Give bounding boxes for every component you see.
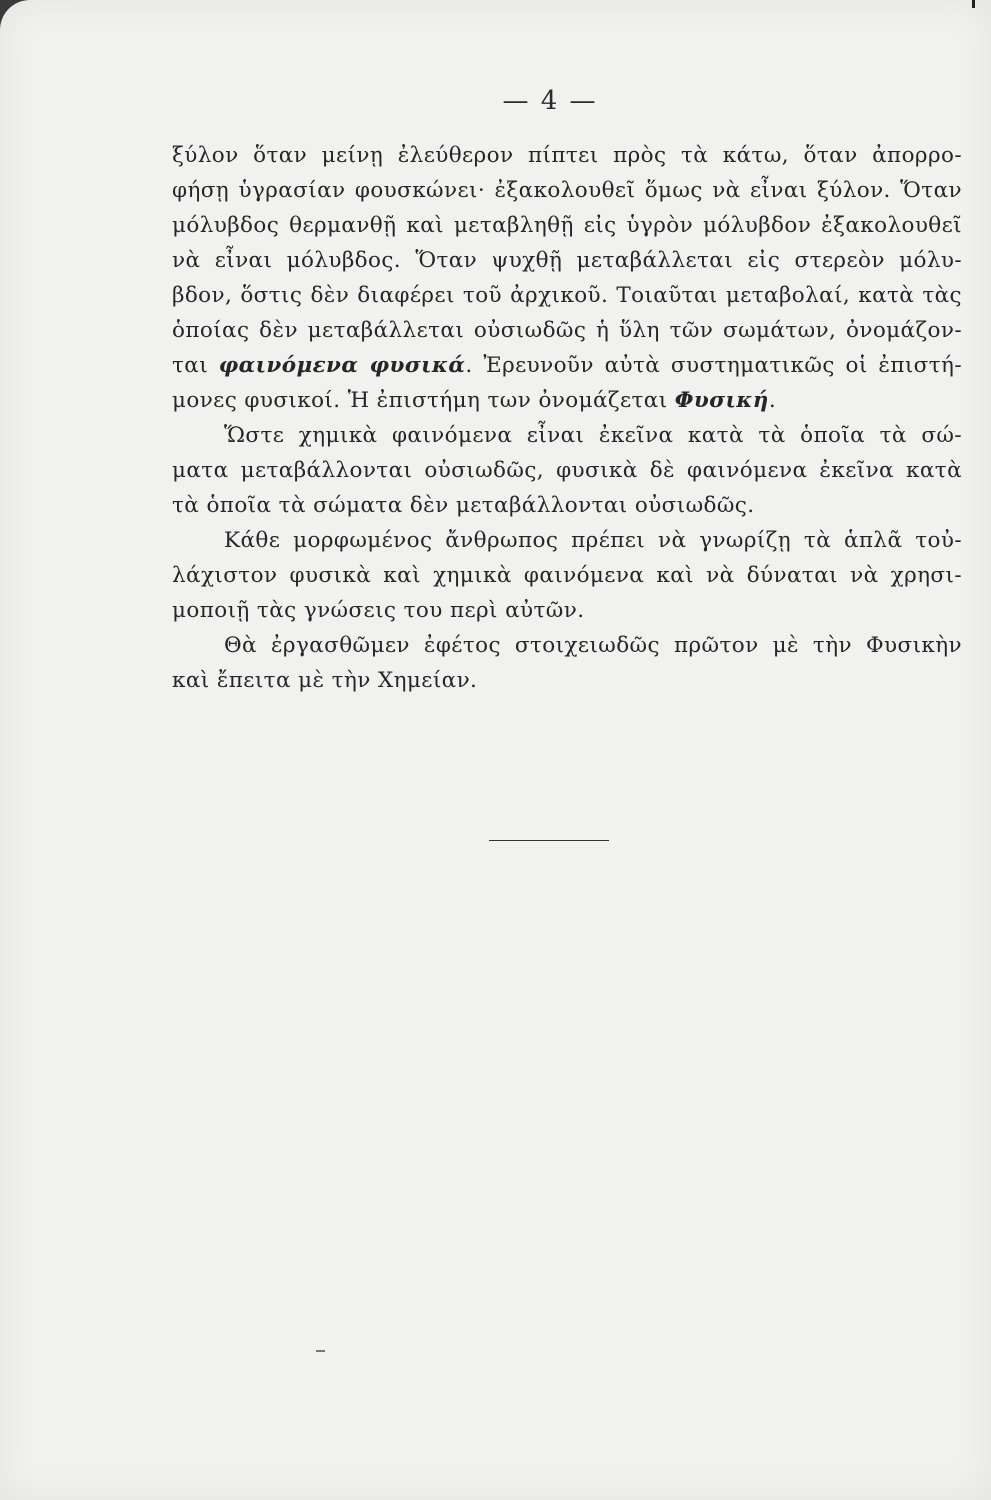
text-line: ὁποίας δὲν μεταβάλλεται οὐσιωδῶς ἡ ὕλη τῶν σωμάτων, ὀνομάζον-: [172, 318, 962, 343]
text-line: Κάθε μορφωμένος ἄνθρωπος πρέπει νὰ γνωρίζῃ τὰ ἁπλᾶ τοὐ-: [224, 528, 962, 553]
text-line: Ὥστε χημικὰ φαινόμενα εἶναι ἐκεῖνα κατὰ τὰ ὁποῖα τὰ σώ-: [224, 423, 962, 448]
text-line: μόλυβδος θερμανθῇ καὶ μεταβληθῇ εἰς ὑγρὸν μόλυβδον ἐξακολουθεῖ: [172, 213, 962, 238]
term-physical-phenomena: φαινόμενα φυσικά: [218, 353, 466, 378]
text-run: . Ἐρευνοῦν αὐτὰ συστηματικῶς οἱ ἐπιστή-: [465, 353, 962, 378]
text-line: τὰ ὁποῖα τὰ σώματα δὲν μεταβάλλονται οὐσιωδῶς.: [172, 493, 755, 518]
scan-mark: [972, 0, 975, 8]
text-line: καὶ ἔπειτα μὲ τὴν Χημείαν.: [172, 668, 478, 693]
text-run: .: [768, 388, 777, 413]
term-physics: Φυσική: [674, 388, 769, 413]
page-text: [172, 138, 962, 698]
text-line: νὰ εἶναι μόλυβδος. Ὅταν ψυχθῇ μεταβάλλεται εἰς στερεὸν μόλυ-: [172, 248, 962, 273]
text-line: ματα μεταβάλλονται οὐσιωδῶς, φυσικὰ δὲ φαινόμενα ἐκεῖνα κατὰ: [172, 458, 962, 483]
text-line: μοποιῇ τὰς γνώσεις του περὶ αὐτῶν.: [172, 598, 585, 623]
section-divider: [489, 840, 609, 841]
text-run: ται: [172, 353, 219, 378]
text-line: [172, 348, 962, 383]
text-line: [172, 383, 962, 418]
paragraph-1: [172, 138, 962, 418]
paragraph-2: [172, 418, 962, 523]
paragraph-3: [172, 523, 962, 628]
text-line: ξύλον ὅταν μείνῃ ἐλεύθερον πίπτει πρὸς τὰ κάτω, ὅταν ἀπορρο-: [172, 143, 962, 168]
text-run: μονες φυσικοί. Ἡ ἐπιστήμη των ὀνομάζεται: [172, 388, 675, 413]
text-line: λάχιστον φυσικὰ καὶ χημικὰ φαινόμενα καὶ νὰ δύναται νὰ χρησι-: [172, 563, 962, 588]
ink-speck: [316, 1350, 325, 1352]
text-line: βδον, ὅστις δὲν διαφέρει τοῦ ἀρχικοῦ. Τοιαῦται μεταβολαί, κατὰ τὰς: [172, 283, 962, 308]
paragraph-4: [172, 628, 962, 698]
page-number: — 4 —: [502, 86, 598, 116]
text-line: φήσῃ ὑγρασίαν φουσκώνει· ἐξακολουθεῖ ὅμως νὰ εἶναι ξύλον. Ὅταν: [172, 178, 962, 203]
text-line: Θὰ ἐργασθῶμεν ἐφέτος στοιχειωδῶς πρῶτον μὲ τὴν Φυσικὴν: [224, 633, 962, 658]
